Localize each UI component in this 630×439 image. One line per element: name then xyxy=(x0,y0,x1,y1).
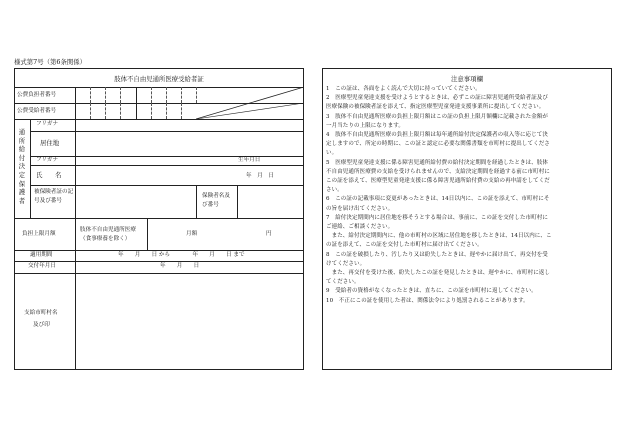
note-line: 6 この証の記載事項に変更があったときは、14日以内に、この証を添えて、市町村にそ xyxy=(326,196,550,203)
notes-title: 注意事項欄 xyxy=(451,75,483,83)
note-line: さい。 xyxy=(326,187,343,194)
note-line: 1 この証は、各面をよく読んで大切に持っていてください。 xyxy=(326,86,481,92)
birthdate-value: 年 月 日 xyxy=(246,173,274,179)
note-line: けてください。 xyxy=(326,260,366,267)
limit-description: 肢体不自由児通所医療（食事療養を除く） xyxy=(80,227,136,242)
issue-date-label: 交付年月日 xyxy=(28,263,56,269)
note-line: 7 給付決定期間内に居住地を移そうとする場合は、事前に、この証を交付した市町村に xyxy=(326,214,549,221)
insurance-card-label: 被保険者証の記号及び番号 xyxy=(34,189,74,204)
note-line: の旨を届け出てください。 xyxy=(326,205,394,212)
note-line: 3 肢体不自由児通所医療の負担上限月額はこの証の負担上限月額欄に記載された金額が xyxy=(326,113,549,120)
note-line: ご連絡、ご相談ください。 xyxy=(326,224,394,231)
note-line: 10 不正にこの証を使用した者は、関係法令により処罰されることがあります。 xyxy=(326,297,529,304)
note-line: の証を添えて、この証を交付した市町村に届け出てください。 xyxy=(326,242,483,249)
note-line: 5 医療型児童発達支援に係る障害児通所給付費の給付決定期間を経過したときは、肢体 xyxy=(326,159,549,166)
unused-field-diagonal-2 xyxy=(196,103,304,119)
period-value: 年 月 日 から 年 月 日 まで xyxy=(118,252,245,258)
certificate-title: 肢体不自由児通所医療受給者証 xyxy=(114,75,204,83)
name-label: 氏 名 xyxy=(36,171,62,179)
municipality-label: 支給市町村名 xyxy=(24,310,58,316)
note-line: 4 肢体不自由児通所医療の負担上限月額は毎年通所給付決定保護者の収入等に応じて決 xyxy=(326,132,549,139)
note-line: 8 この証を破損したり、汚したり又は紛失したときは、遅やかに届け出て、再交付を受 xyxy=(326,251,548,258)
guardian-section-label: 通所給付決定保護者 xyxy=(18,128,26,205)
note-line: 一月当たりの上限になります。 xyxy=(326,122,404,129)
note-line: 2 医療型児童発達支援を受けようとするときは、必ずこの証に障害児通所受給者証及び xyxy=(326,95,549,102)
recipient-number-label: 公費受給者番号 xyxy=(17,108,57,114)
note-line: また、給付決定期間内に、他の市町村の区域に居住地を移したときは、14日以内に、こ xyxy=(326,233,552,240)
payer-number-label: 公費負担者番号 xyxy=(17,92,57,98)
notes-list xyxy=(326,85,608,306)
seal-label: 及び印 xyxy=(33,322,50,328)
period-label: 適用期間 xyxy=(30,252,53,258)
address-label: 居住地 xyxy=(40,139,60,147)
insurer-label: 保険者名及び番号 xyxy=(202,193,230,208)
note-line: 不自由児通所医療費の支給を受けられませんので、支給決定期間を経過する前に市町村に xyxy=(326,168,550,175)
limit-label: 負担上限月額 xyxy=(22,231,56,237)
note-line: 9 受給者の資格がなくなったときは、直ちに、この証を市町村に返してください。 xyxy=(326,288,537,295)
birthdate-label: 生年月日 xyxy=(238,157,261,163)
note-line: てください。 xyxy=(326,279,360,286)
note-line: い。 xyxy=(326,150,338,157)
form-id: 様式第7号（第6条関係） xyxy=(14,58,87,66)
note-line: 定しますので、所定の時期に、この証と認定に必要な関係書類を市町村に提出してくださ xyxy=(326,141,550,148)
issue-date-value: 年 月 日 xyxy=(160,263,200,269)
note-line: また、再交付を受けた後、紛失したこの証を発見したときは、遅やかに、市町村に返し xyxy=(326,270,551,277)
note-line: 医療保険の被保険者証を添えて、指定医療型児童発達支援事業所に提出してください。 xyxy=(326,104,545,111)
furigana-label-2: フリガナ xyxy=(36,157,59,163)
limit-yen-label: 円 xyxy=(266,231,272,237)
note-line: この証を添えて、医療型児童発達支援に係る障害児通所給付費の支給の再申請をしてくだ xyxy=(326,178,550,185)
furigana-label: フリガナ xyxy=(36,121,59,127)
limit-monthly-label: 月額 xyxy=(186,231,198,237)
